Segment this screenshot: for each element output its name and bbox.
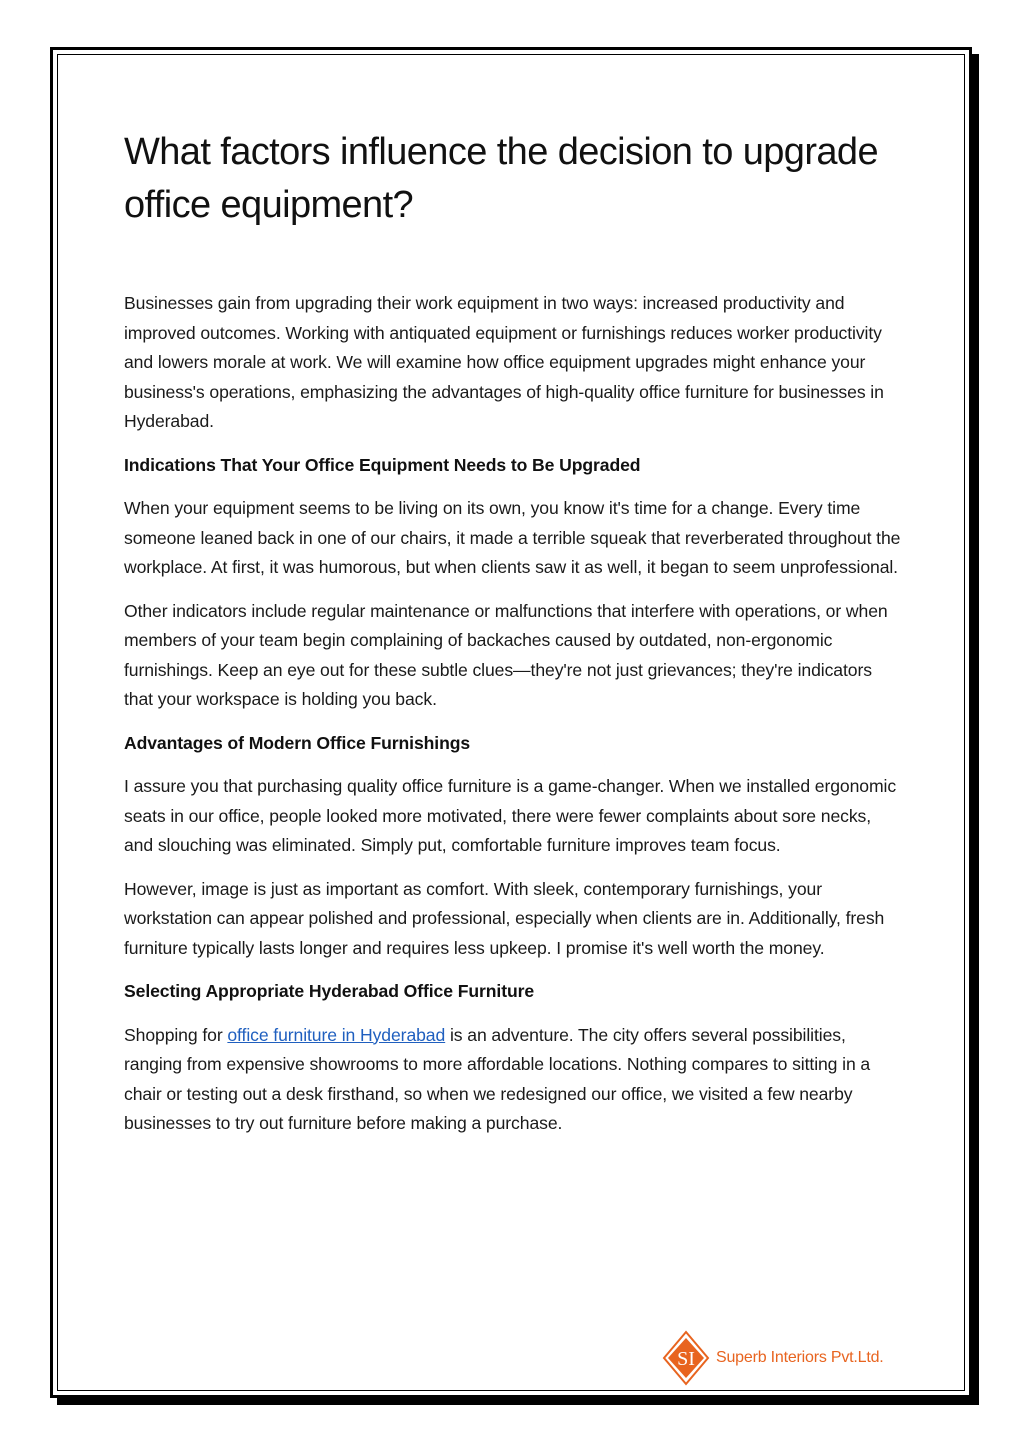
link-trail-text: is an adventure. The city offers several possibilities, ranging from expensive showrooms to more affordable locations. Nothing compares to sitting in a chair or testing out a desk firsthand, so when we redesigned our office, we visited a few nearby businesses to try out furniture before making a purchase. bbox=[124, 1024, 871, 1133]
intro-paragraph: Businesses gain from upgrading their work equipment in two ways: increased productivity and improved outcomes. Working with antiquated equipment or furnishings reduces worker productivity and lowers morale at work. We will examine how office equipment upgrades might enhance your business's operations, emphasizing the advantages of high-quality office furniture for businesses in Hyderabad. bbox=[124, 293, 884, 431]
document-body bbox=[124, 126, 904, 1153]
document-title: What factors influence the decision to upgrade office equipment? bbox=[124, 131, 878, 226]
link-lead-text: Shopping for bbox=[124, 1024, 228, 1045]
section-heading-selecting: Selecting Appropriate Hyderabad Office Furniture bbox=[124, 981, 535, 1001]
superb-interiors-logo-icon bbox=[662, 1330, 710, 1386]
section-heading-indications: Indications That Your Office Equipment Needs to Be Upgraded bbox=[124, 454, 641, 475]
company-logo bbox=[662, 1330, 884, 1386]
svg-text:SI: SI bbox=[677, 1348, 695, 1370]
section-indications-paragraph-1: When your equipment seems to be living on its own, you know it's time for a change. Every time someone leaned back in one of our chairs, it made a terrible squeak that reverberated throughout the workplace. At first, it was humorous, but when clients saw it as well, it began to seem unprofessional. bbox=[124, 498, 901, 577]
office-furniture-hyderabad-link[interactable]: office furniture in Hyderabad bbox=[227, 1024, 446, 1045]
section-heading-advantages: Advantages of Modern Office Furnishings bbox=[124, 732, 471, 753]
logo-company-name: Superb Interiors Pvt.Ltd. bbox=[716, 1349, 884, 1366]
section-selecting-paragraph-1 bbox=[124, 1021, 904, 1139]
section-indications-paragraph-2: Other indicators include regular maintenance or malfunctions that interfere with operations, or when members of your team begin complaining of backaches caused by outdated, non-ergonomic furnishings. Keep an eye out for these subtle clues—they're not just grievances; they're indicators that your workspace is holding you back. bbox=[124, 600, 888, 709]
section-advantages-paragraph-2: However, image is just as important as comfort. With sleek, contemporary furnishings, your workstation can appear polished and professional, especially when clients are in. Additionally, fresh furniture typically lasts longer and requires less upkeep. I promise it's well worth the money. bbox=[124, 878, 885, 958]
section-advantages-paragraph-1: I assure you that purchasing quality office furniture is a game-changer. When we installed ergonomic seats in our office, people looked more motivated, there were fewer complaints about sore necks, and slouching was eliminated. Simply put, comfortable furniture improves team focus. bbox=[124, 776, 897, 855]
